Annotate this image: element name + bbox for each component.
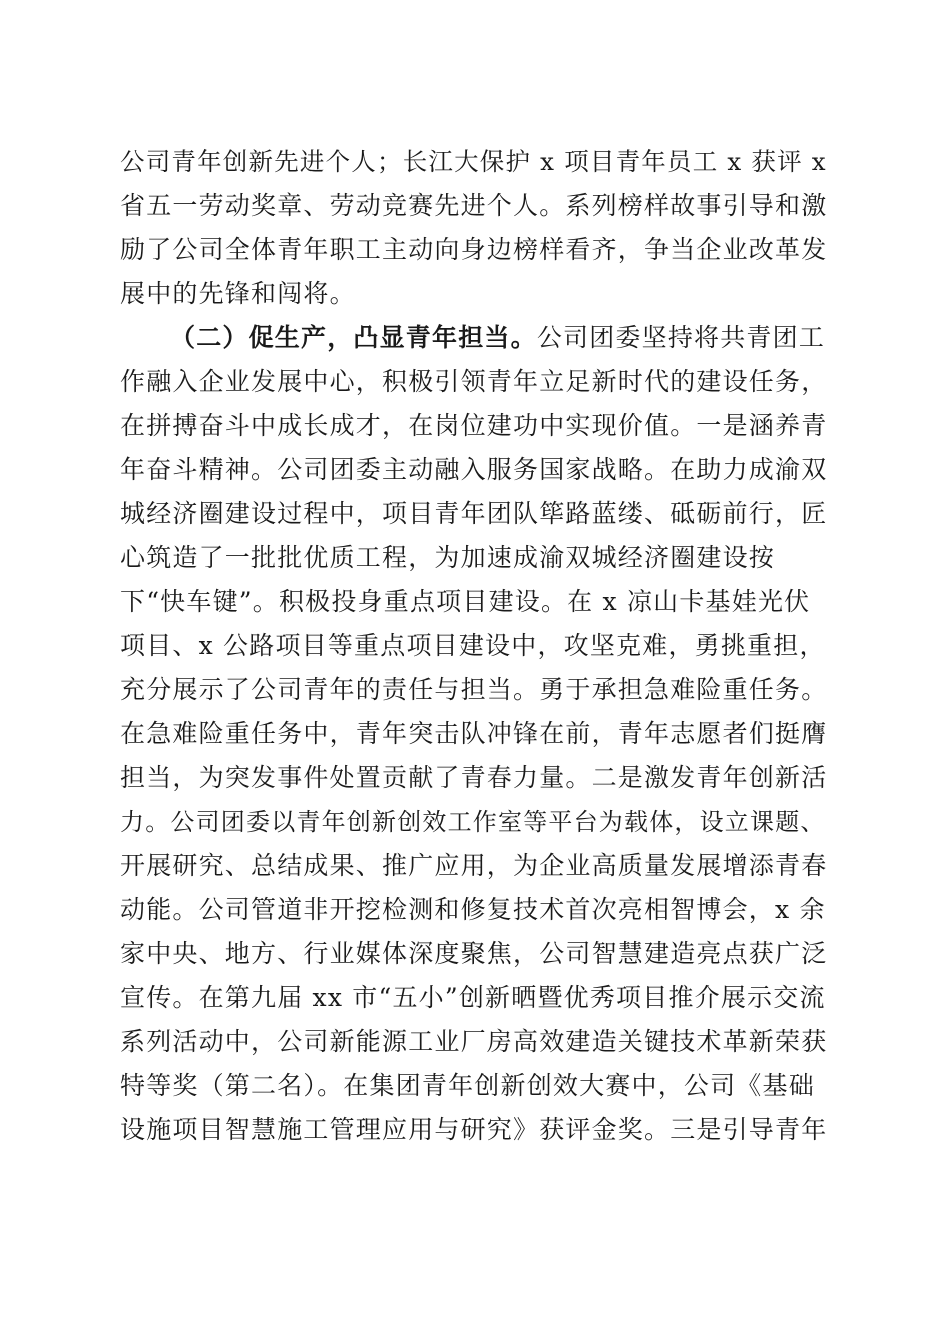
paragraph-line: 下“快车键”。积极投身重点项目建设。在 x 凉山卡基娃光伏 bbox=[120, 587, 811, 616]
paragraph-line: 在急难险重任务中，青年突击队冲锋在前，青年志愿者们挺膺 bbox=[120, 719, 828, 748]
paragraph-line: 城经济圈建设过程中，项目青年团队筚路蓝缕、砥砺前行，匠 bbox=[120, 499, 828, 528]
paragraph-text: 公司团委坚持将共青团工 bbox=[536, 323, 826, 352]
paragraph-line: 作融入企业发展中心，积极引领青年立足新时代的建设任务， bbox=[120, 367, 828, 396]
paragraph-line: 宣传。在第九届 xx 市“五小”创新晒暨优秀项目推介展示交流 bbox=[120, 983, 826, 1012]
paragraph-line: 特等奖（第二名）。在集团青年创新创效大赛中，公司《基础 bbox=[120, 1071, 815, 1100]
section-heading: （二）促生产，凸显青年担当。 bbox=[170, 323, 537, 352]
paragraph-line: 动能。公司管道非开挖检测和修复技术首次亮相智博会，x 余 bbox=[120, 895, 826, 924]
paragraph-line: 省五一劳动奖章、劳动竞赛先进个人。系列榜样故事引导和激 bbox=[120, 191, 828, 220]
paragraph-line: 心筑造了一批批优质工程，为加速成渝双城经济圈建设按 bbox=[120, 543, 776, 572]
paragraph-line: 充分展示了公司青年的责任与担当。勇于承担急难险重任务。 bbox=[120, 675, 828, 704]
paragraph-line: 在拼搏奋斗中成长成才，在岗位建功中实现价值。一是涵养青 bbox=[120, 411, 828, 440]
paragraph-line: 设施项目智慧施工管理应用与研究》获评金奖。三是引导青年 bbox=[120, 1115, 828, 1144]
paragraph-line: 担当，为突发事件处置贡献了青春力量。二是激发青年创新活 bbox=[120, 763, 828, 792]
paragraph-line: 家中央、地方、行业媒体深度聚焦，公司智慧建造亮点获广泛 bbox=[120, 939, 828, 968]
paragraph-line: 年奋斗精神。公司团委主动融入服务国家战略。在助力成渝双 bbox=[120, 455, 828, 484]
paragraph-line: 系列活动中，公司新能源工业厂房高效建造关键技术革新荣获 bbox=[120, 1027, 828, 1056]
paragraph-line: 力。公司团委以青年创新创效工作室等平台为载体，设立课题、 bbox=[120, 808, 826, 836]
paragraph-line: 开展研究、总结成果、推广应用，为企业高质量发展增添青春 bbox=[120, 851, 828, 880]
paragraph-line bbox=[170, 318, 836, 358]
paragraph-line: 项目、x 公路项目等重点项目建设中，攻坚克难，勇挑重担， bbox=[120, 631, 826, 660]
paragraph-line: 励了公司全体青年职工主动向身边榜样看齐，争当企业改革发 bbox=[120, 235, 828, 264]
paragraph-line: 展中的先锋和闯将。 bbox=[120, 279, 356, 308]
paragraph-line: 公司青年创新先进个人；长江大保护 x 项目青年员工 x 获评 x bbox=[120, 147, 827, 176]
